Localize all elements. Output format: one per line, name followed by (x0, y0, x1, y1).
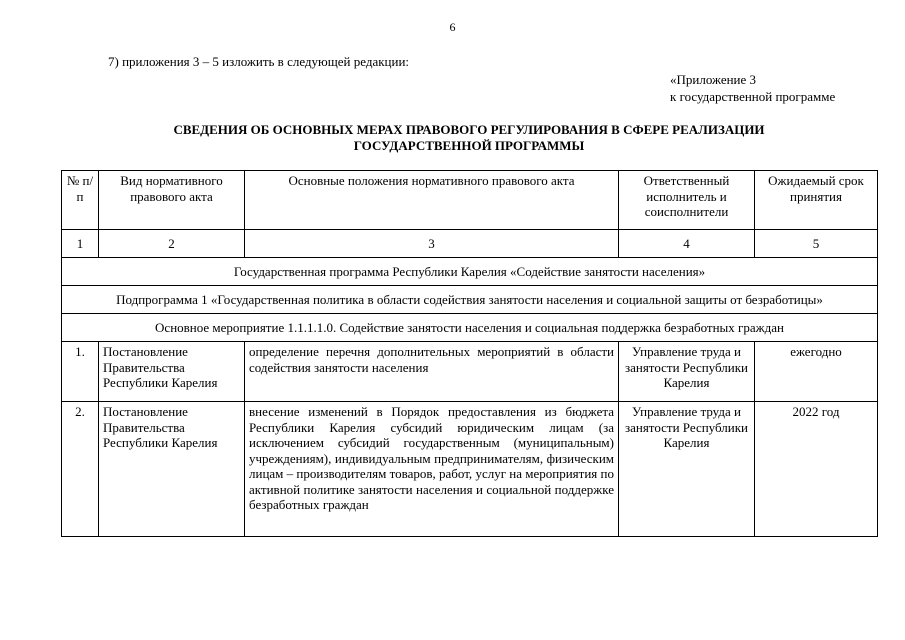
header-cell-responsible: Ответственный исполнитель и соисполнители (619, 171, 755, 230)
column-number-cell: 5 (755, 230, 878, 258)
act-type-cell: Постановление Правительства Республики Карелия (99, 342, 245, 402)
column-numbers-row (62, 230, 878, 258)
header-cell-deadline: Ожидаемый срок принятия (755, 171, 878, 230)
appendix-line-2: к государственной программе (670, 89, 836, 104)
column-number-cell: 1 (62, 230, 99, 258)
program-title-cell: Государственная программа Республики Карелия «Содействие занятости населения» (62, 258, 878, 286)
document-title (60, 122, 878, 154)
appendix-line-1: «Приложение 3 (670, 72, 757, 87)
intro-text: 7) приложения 3 – 5 изложить в следующей редакции: (108, 54, 410, 69)
column-number-cell: 4 (619, 230, 755, 258)
subprogram-title-cell: Подпрограмма 1 «Государственная политика в области содействия занятости населения и социальной защиты от безработицы» (62, 286, 878, 314)
responsible-cell: Управление труда и занятости Республики Карелия (619, 402, 755, 537)
document-title-line-2: ГОСУДАРСТВЕННОЙ ПРОГРАММЫ (353, 138, 585, 153)
column-number-cell: 3 (245, 230, 619, 258)
table-row (62, 342, 878, 402)
header-cell-provisions: Основные положения нормативного правового акта (245, 171, 619, 230)
document-title-line-1: СВЕДЕНИЯ ОБ ОСНОВНЫХ МЕРАХ ПРАВОВОГО РЕГУЛИРОВАНИЯ В СФЕРЕ РЕАЛИЗАЦИИ (173, 122, 765, 137)
row-number-cell: 1. (62, 342, 99, 402)
appendix-reference (670, 71, 835, 105)
deadline-cell: 2022 год (755, 402, 878, 537)
table-row (62, 402, 878, 537)
measure-row (62, 314, 878, 342)
responsible-cell: Управление труда и занятости Республики Карелия (619, 342, 755, 402)
program-row (62, 258, 878, 286)
measure-title-cell: Основное мероприятие 1.1.1.1.0. Содействие занятости населения и социальная поддержка безработных граждан (62, 314, 878, 342)
header-cell-act-type: Вид нормативного правового акта (99, 171, 245, 230)
row-number-cell: 2. (62, 402, 99, 537)
header-cell-number: № п/п (62, 171, 99, 230)
column-number-cell: 2 (99, 230, 245, 258)
provisions-cell: определение перечня дополнительных мероприятий в области содействия занятости населения (245, 342, 619, 402)
table-header-row (62, 171, 878, 230)
provisions-cell: внесение изменений в Порядок предоставления из бюджета Республики Карелия субсидий юридическим лицам (за исключением субсидий государственным (муниципальным) учреждениям), индивидуальным предпринимателям, физическим лицам – производителям товаров, работ, услуг на мероприятия по активной политике занятости населения и социальной поддержке безработных граждан (245, 402, 619, 537)
subprogram-row (62, 286, 878, 314)
legal-measures-table (61, 170, 878, 537)
deadline-cell: ежегодно (755, 342, 878, 402)
page-number: 6 (449, 20, 456, 34)
act-type-cell: Постановление Правительства Республики Карелия (99, 402, 245, 537)
